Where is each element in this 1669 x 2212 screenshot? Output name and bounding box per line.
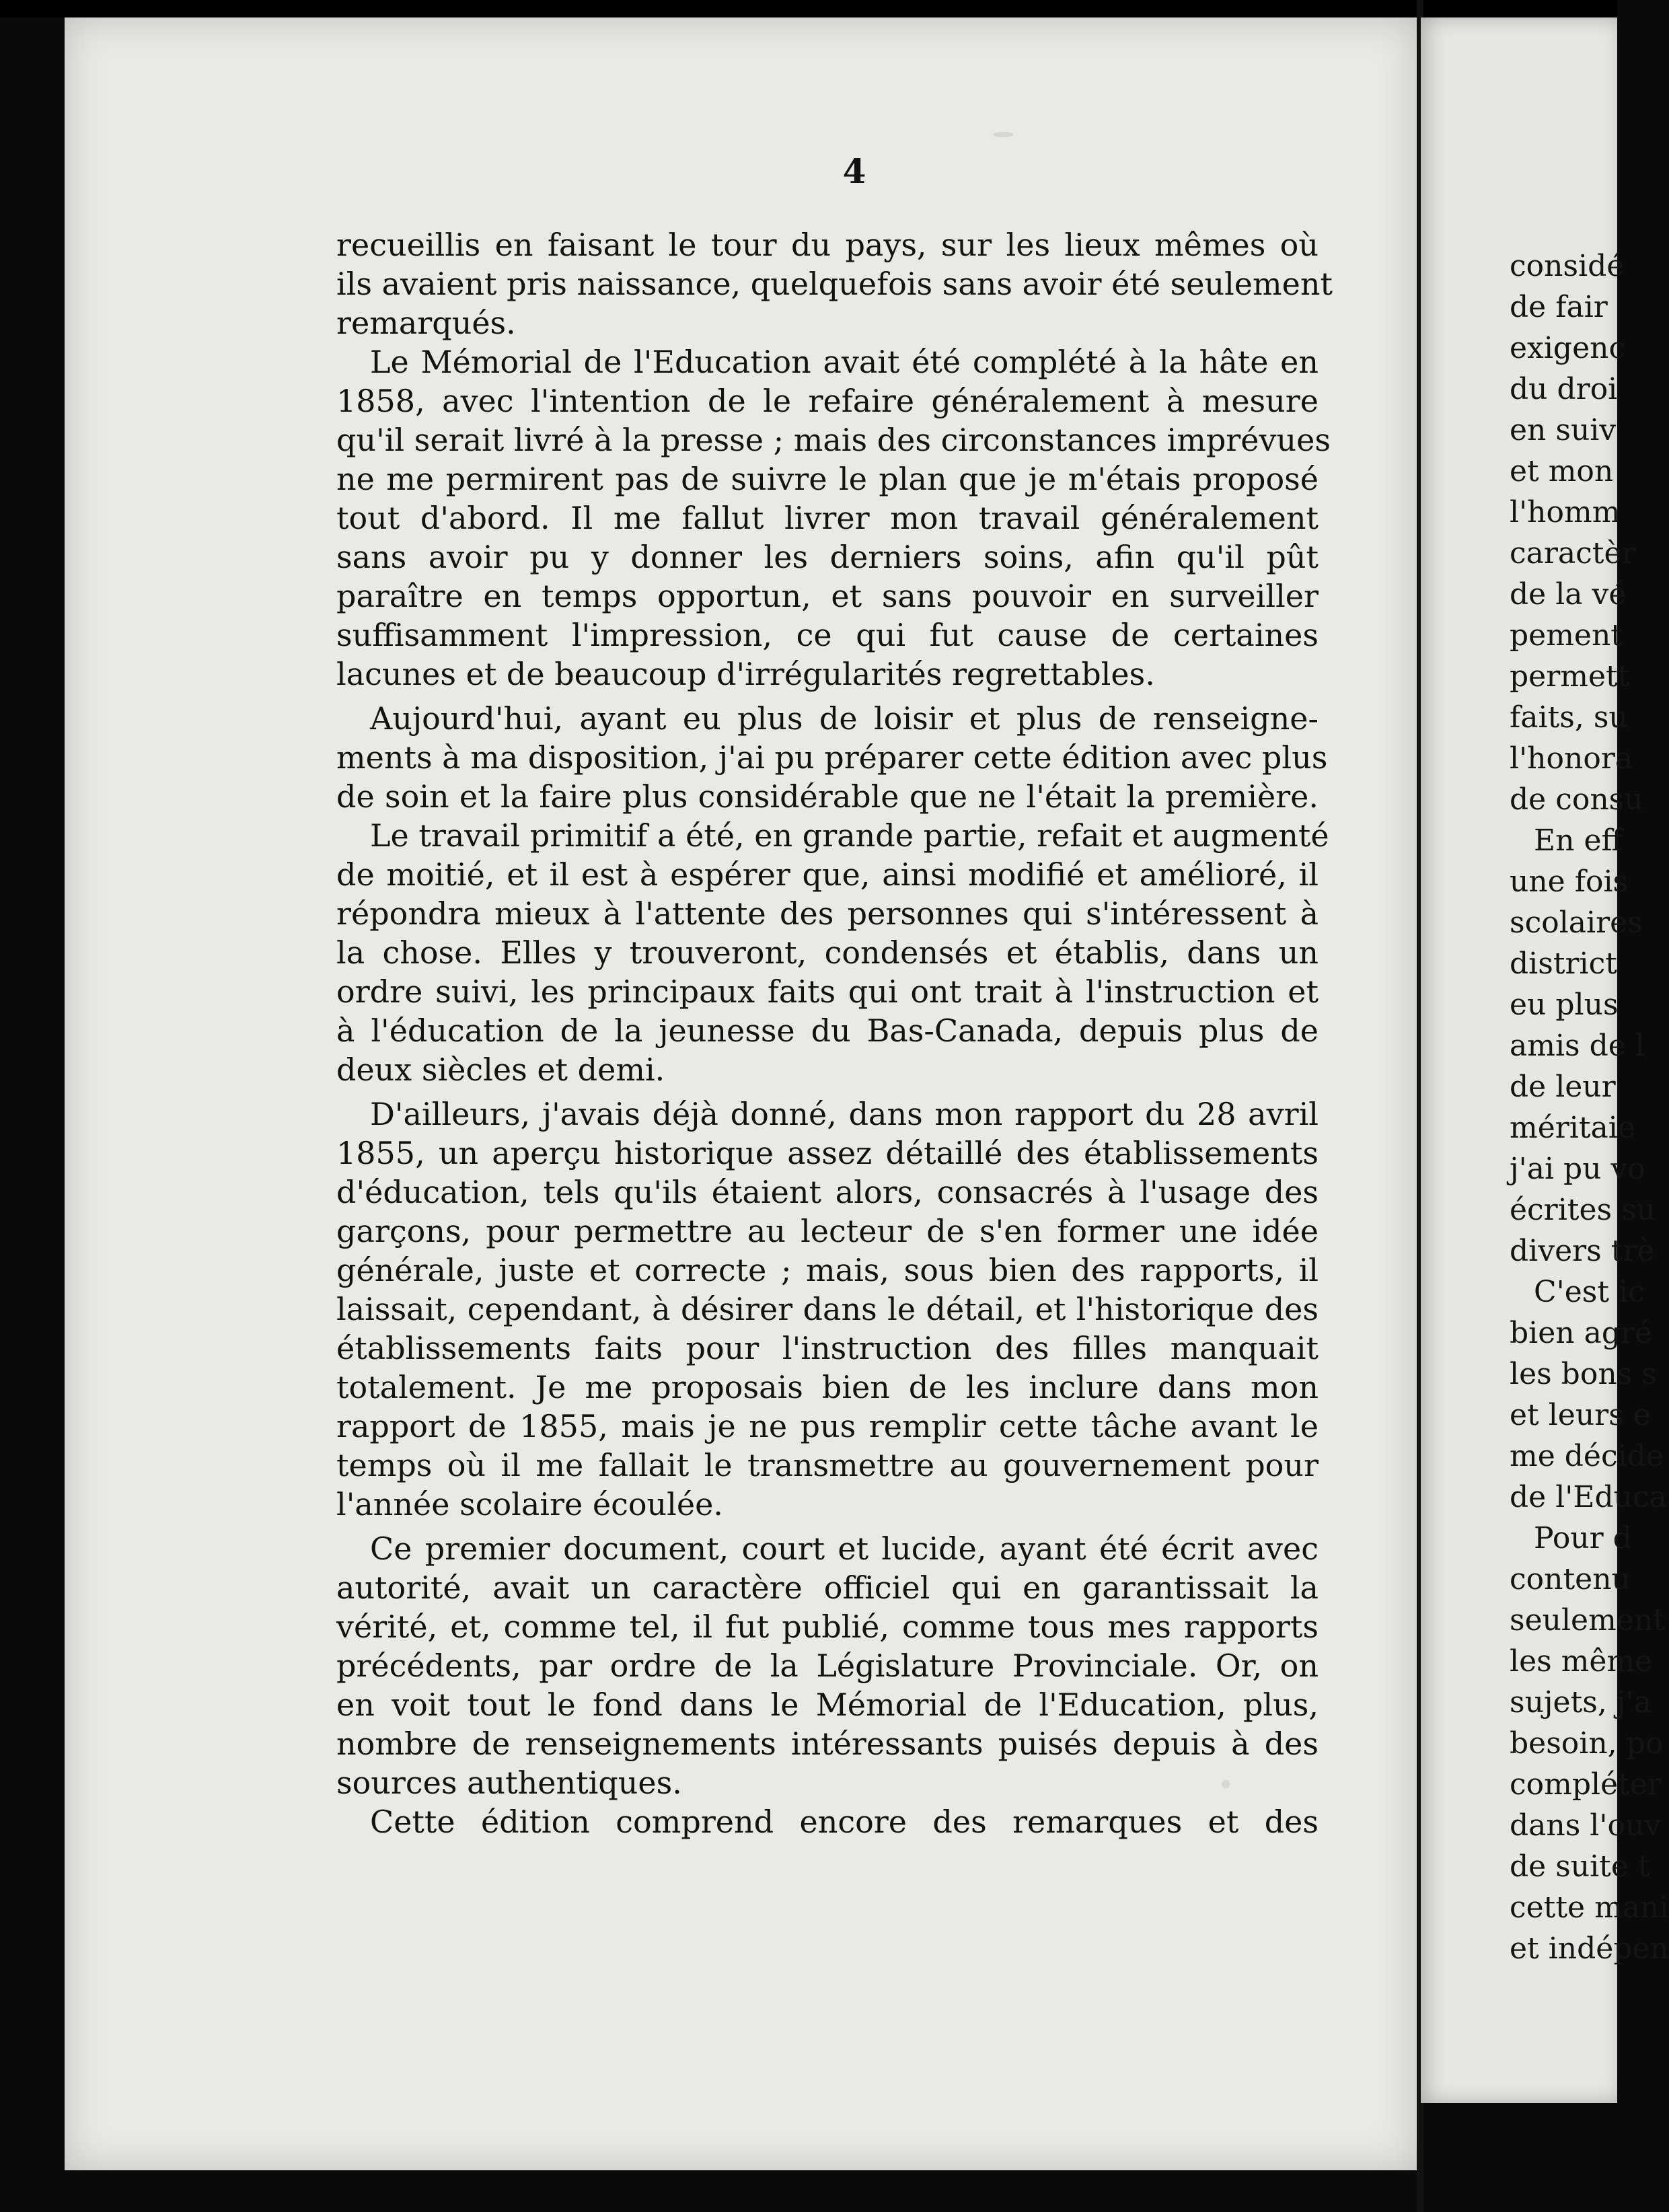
text-line: autorité, avait un caractère officiel qui en garantissait la bbox=[336, 1570, 1319, 1606]
right-page-text-line: besoin, po bbox=[1510, 1726, 1664, 1761]
right-page-text-line: En eff bbox=[1534, 823, 1623, 858]
text-line: Ce premier document, court et lucide, ayant été écrit avec bbox=[370, 1531, 1319, 1567]
scan-smudge bbox=[993, 132, 1013, 137]
text-line: répondra mieux à l'attente des personnes qui s'intéressent à bbox=[336, 895, 1319, 932]
right-page-text-line: j'ai pu vo bbox=[1510, 1152, 1645, 1186]
right-page-text-line: eu plus bbox=[1510, 988, 1619, 1022]
text-line: Le travail primitif a été, en grande partie, refait et augmenté bbox=[370, 817, 1329, 854]
text-line: paraître en temps opportun, et sans pouvoir en surveiller bbox=[336, 578, 1319, 614]
right-page-text-line: me décide bbox=[1510, 1439, 1664, 1473]
right-page-text-line: faits, su bbox=[1510, 700, 1628, 735]
right-page-text-line: et indépen bbox=[1510, 1931, 1669, 1966]
text-line: à l'éducation de la jeunesse du Bas-Canada, depuis plus de bbox=[336, 1012, 1319, 1049]
right-page-text-line: de suite t bbox=[1510, 1849, 1650, 1884]
right-page-text-line: pement bbox=[1510, 618, 1623, 653]
text-line: générale, juste et correcte ; mais, sous bien des rapports, il bbox=[336, 1252, 1319, 1288]
text-line: suffisamment l'impression, ce qui fut cause de certaines bbox=[336, 617, 1319, 653]
right-page-text-line: scolaires bbox=[1510, 906, 1643, 940]
text-line: ne me permirent pas de suivre le plan que je m'étais proposé bbox=[336, 461, 1319, 497]
text-line: en voit tout le fond dans le Mémorial de l'Education, plus, bbox=[336, 1687, 1319, 1723]
right-page-text-line: de consu bbox=[1510, 782, 1643, 817]
right-page-text-line: et mon bbox=[1510, 454, 1614, 488]
text-line: remarqués. bbox=[336, 305, 516, 341]
right-page-text-line: en suiv bbox=[1510, 413, 1617, 447]
right-page-text-line: considé bbox=[1510, 249, 1625, 283]
right-page-text-line: une fois bbox=[1510, 864, 1629, 899]
right-page-text-line: compléter bbox=[1510, 1767, 1662, 1802]
text-line: Le Mémorial de l'Education avait été complété à la hâte en bbox=[370, 344, 1319, 380]
text-line: Cette édition comprend encore des remarques et des bbox=[370, 1804, 1319, 1840]
text-line: Aujourd'hui, ayant eu plus de loisir et plus de renseigne- bbox=[370, 700, 1319, 737]
right-page-text-line: caractèr bbox=[1510, 536, 1636, 570]
text-line: D'ailleurs, j'avais déjà donné, dans mon rapport du 28 avril bbox=[370, 1096, 1319, 1132]
text-line: ils avaient pris naissance, quelquefois sans avoir été seulement bbox=[336, 266, 1333, 302]
right-page-text-line: permett bbox=[1510, 659, 1630, 694]
text-line: recueillis en faisant le tour du pays, sur les lieux mêmes où bbox=[336, 227, 1319, 263]
text-line: vérité, et, comme tel, il fut publié, comme tous mes rapports bbox=[336, 1609, 1319, 1645]
text-line: 1858, avec l'intention de le refaire généralement à mesure bbox=[336, 383, 1319, 419]
text-line: l'année scolaire écoulée. bbox=[336, 1486, 723, 1522]
right-page-text-line: de leur bbox=[1510, 1070, 1616, 1104]
text-line: nombre de renseignements intéressants puisés depuis à des bbox=[336, 1726, 1319, 1762]
scan-top-border bbox=[0, 0, 1617, 17]
right-page-text-line: Pour d bbox=[1534, 1521, 1632, 1555]
right-page-text-line: amis de l bbox=[1510, 1029, 1645, 1063]
text-line: de soin et la faire plus considérable que ne l'était la première. bbox=[336, 778, 1319, 815]
right-page-text-line: contenu bbox=[1510, 1562, 1631, 1596]
right-page-text-line: de fair bbox=[1510, 290, 1608, 324]
right-page-text-line: et leurs e bbox=[1510, 1398, 1651, 1432]
main-text-column bbox=[336, 225, 1333, 1841]
text-line: temps où il me fallait le transmettre au gouvernement pour bbox=[336, 1447, 1319, 1483]
right-page-text-line: les bons s bbox=[1510, 1357, 1657, 1391]
right-page-text-line: divers trè bbox=[1510, 1234, 1655, 1268]
text-line: sources authentiques. bbox=[336, 1765, 682, 1801]
page-number: 4 bbox=[842, 151, 866, 191]
right-page-text-line: l'homm bbox=[1510, 495, 1621, 529]
text-line: laissait, cependant, à désirer dans le détail, et l'historique des bbox=[336, 1291, 1319, 1327]
right-page-text-line: sujets, j'a bbox=[1510, 1685, 1652, 1720]
text-line: ordre suivi, les principaux faits qui ont trait à l'instruction et bbox=[336, 973, 1319, 1010]
right-page-text-line: l'honora bbox=[1510, 741, 1633, 776]
text-line: 1855, un aperçu historique assez détaillé des établissements bbox=[336, 1135, 1319, 1171]
right-page-text-line: bien agré bbox=[1510, 1316, 1653, 1350]
right-page-text-line: cette mani bbox=[1510, 1890, 1669, 1925]
right-page-text-line: méritaie bbox=[1510, 1111, 1635, 1145]
right-page-text-line: de la vé bbox=[1510, 577, 1627, 612]
text-line: sans avoir pu y donner les derniers soins, afin qu'il pût bbox=[336, 539, 1319, 575]
text-line: établissements faits pour l'instruction des filles manquait bbox=[336, 1330, 1319, 1366]
text-line: ments à ma disposition, j'ai pu préparer cette édition avec plus bbox=[336, 739, 1328, 776]
text-line: précédents, par ordre de la Législature Provinciale. Or, on bbox=[336, 1648, 1319, 1684]
right-page-text-line: district bbox=[1510, 947, 1617, 981]
text-line: deux siècles et demi. bbox=[336, 1052, 665, 1088]
text-line: d'éducation, tels qu'ils étaient alors, consacrés à l'usage des bbox=[336, 1174, 1319, 1210]
right-page-text-line: les même bbox=[1510, 1644, 1653, 1679]
right-page-text-line: dans l'ouv bbox=[1510, 1808, 1662, 1843]
right-page-text-line: C'est ic bbox=[1534, 1275, 1645, 1309]
text-line: qu'il serait livré à la presse ; mais des circonstances imprévues bbox=[336, 422, 1331, 458]
text-line: rapport de 1855, mais je ne pus remplir cette tâche avant le bbox=[336, 1408, 1319, 1444]
right-page-text-line: seulement bbox=[1510, 1603, 1665, 1637]
text-line: de moitié, et il est à espérer que, ainsi modifié et amélioré, il bbox=[336, 856, 1319, 893]
text-line: totalement. Je me proposais bien de les inclure dans mon bbox=[336, 1369, 1319, 1405]
text-line: garçons, pour permettre au lecteur de s'en former une idée bbox=[336, 1213, 1319, 1249]
right-page-text-line: du droi bbox=[1510, 372, 1618, 406]
right-page-text-line: exigenc bbox=[1510, 331, 1626, 365]
text-line: tout d'abord. Il me fallut livrer mon travail généralement bbox=[336, 500, 1319, 536]
text-line: la chose. Elles y trouveront, condensés et établis, dans un bbox=[336, 934, 1319, 971]
right-page-text-column bbox=[1510, 246, 1669, 1969]
right-page-text-line: écrites su bbox=[1510, 1193, 1656, 1227]
text-line: lacunes et de beaucoup d'irrégularités regrettables. bbox=[336, 656, 1155, 692]
right-page-text-line: de l'Educa bbox=[1510, 1480, 1667, 1514]
